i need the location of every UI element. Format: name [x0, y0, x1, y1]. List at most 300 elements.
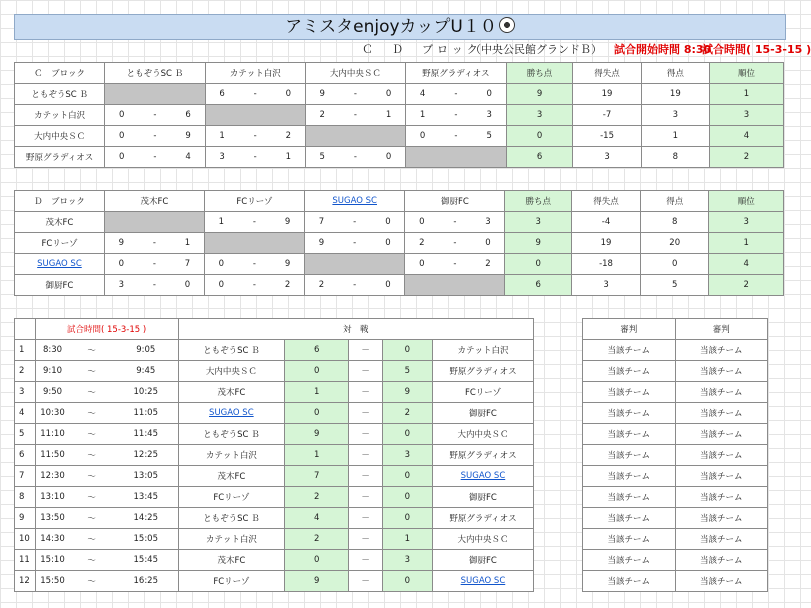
referee-cell: 当該チーム: [583, 424, 676, 445]
table-row: [15, 340, 534, 361]
score-dash: -: [138, 254, 171, 275]
c_block-team-name: ともぞうSC Ｂ: [15, 84, 105, 105]
c_block-header-cell: 得失点: [573, 63, 641, 84]
home-score: 6: [285, 340, 349, 361]
table-row: [583, 529, 768, 550]
d_block-team-name: SUGAO SC: [15, 254, 105, 275]
d-block-table: [14, 190, 784, 296]
home-score: 1: [285, 382, 349, 403]
table-row: [583, 466, 768, 487]
match-number: 9: [15, 508, 36, 529]
match-number: 2: [15, 361, 36, 382]
home-team: ともぞうSC Ｂ: [178, 340, 285, 361]
home-team: 茂木FC: [178, 466, 285, 487]
score-dash: -: [239, 84, 272, 105]
c_block-rank-cell: 2: [709, 147, 783, 168]
score-cell: 3: [471, 212, 504, 233]
referee-cell: 当該チーム: [675, 550, 768, 571]
d_block-header-cell: 得点: [640, 191, 709, 212]
score-cell: 4: [172, 147, 205, 168]
c_block-pts-cell: 9: [506, 84, 573, 105]
end-time: 13:45: [114, 487, 178, 508]
score-cell: 1: [205, 126, 238, 147]
score-dash: -: [439, 105, 473, 126]
home-team: FCリーゾ: [178, 487, 285, 508]
score-cell: 1: [372, 105, 405, 126]
score-cell: 0: [204, 275, 237, 296]
start-time: 8:30: [35, 340, 69, 361]
referee-header: 審判: [583, 319, 676, 340]
away-score: 3: [382, 445, 432, 466]
match-number: 12: [15, 571, 36, 592]
referee-cell: 当該チーム: [675, 487, 768, 508]
score-dash: －: [349, 529, 382, 550]
d_block-rank-cell: 3: [709, 212, 784, 233]
score-dash: -: [138, 233, 171, 254]
score-cell: 0: [171, 275, 204, 296]
referee-cell: 当該チーム: [675, 571, 768, 592]
score-dash: －: [349, 340, 382, 361]
score-cell: 0: [471, 233, 504, 254]
match-number: 4: [15, 403, 36, 424]
self-match-cell: [204, 233, 304, 254]
home-score: 2: [285, 487, 349, 508]
score-cell: 2: [305, 105, 338, 126]
d_block-header-cell: 勝ち点: [505, 191, 572, 212]
d_block-header-cell: Ｄ ブロック: [15, 191, 105, 212]
referee-cell: 当該チーム: [583, 445, 676, 466]
home-score: 1: [285, 445, 349, 466]
away-score: 0: [382, 466, 432, 487]
score-dash: -: [338, 212, 371, 233]
c_block-team-name: 野原グラディオス: [15, 147, 105, 168]
self-match-cell: [105, 84, 205, 105]
score-dash: -: [338, 233, 371, 254]
end-time: 16:25: [114, 571, 178, 592]
tilde: ～: [69, 508, 114, 529]
self-match-cell: [406, 147, 507, 168]
score-dash: －: [349, 424, 382, 445]
c_block-diff-cell: 19: [573, 84, 641, 105]
score-dash: -: [439, 84, 473, 105]
away-score: 0: [382, 571, 432, 592]
score-cell: 0: [104, 254, 137, 275]
home-team: 大内中央ＳＣ: [178, 361, 285, 382]
d_block-pts-cell: 3: [505, 212, 572, 233]
match-number: 8: [15, 487, 36, 508]
score-cell: 7: [171, 254, 204, 275]
tilde: ～: [69, 529, 114, 550]
away-team: 御厨FC: [432, 403, 533, 424]
score-cell: 0: [473, 84, 507, 105]
score-cell: 2: [304, 275, 337, 296]
c_block-header-cell: 順位: [709, 63, 783, 84]
score-cell: 3: [205, 147, 238, 168]
c_block-header-cell: 大内中央ＳＣ: [305, 63, 405, 84]
away-score: 1: [382, 529, 432, 550]
home-score: 0: [285, 361, 349, 382]
start-time: 11:50: [35, 445, 69, 466]
end-time: 15:45: [114, 550, 178, 571]
self-match-cell: [304, 254, 404, 275]
score-cell: 5: [473, 126, 507, 147]
d_block-header-cell: 得失点: [572, 191, 641, 212]
c_block-team-name: カテット白沢: [15, 105, 105, 126]
end-time: 13:05: [114, 466, 178, 487]
c_block-pts-cell: 3: [506, 105, 573, 126]
table-row: [15, 424, 534, 445]
d_block-header-cell: SUGAO SC: [304, 191, 404, 212]
table-row: [15, 571, 534, 592]
c_block-rank-cell: 1: [709, 84, 783, 105]
table-row: [15, 212, 784, 233]
referee-cell: 当該チーム: [583, 403, 676, 424]
d_block-gf-cell: 0: [640, 254, 709, 275]
self-match-cell: [205, 105, 305, 126]
start-time: 13:10: [35, 487, 69, 508]
referee-table: [582, 318, 768, 592]
tilde: ～: [69, 466, 114, 487]
c_block-header-cell: 得点: [641, 63, 709, 84]
score-cell: 0: [405, 254, 438, 275]
subtitle: [14, 41, 811, 57]
away-team: カテット白沢: [432, 340, 533, 361]
d_block-diff-cell: -18: [572, 254, 641, 275]
score-dash: -: [339, 84, 372, 105]
tilde: ～: [69, 550, 114, 571]
score-dash: －: [349, 445, 382, 466]
home-score: 9: [285, 424, 349, 445]
c_block-gf-cell: 1: [641, 126, 709, 147]
venue-label: （中央公民館グランドＢ）: [470, 43, 602, 56]
score-cell: 6: [172, 105, 205, 126]
away-team: 大内中央ＳＣ: [432, 424, 533, 445]
home-team: SUGAO SC: [178, 403, 285, 424]
score-cell: 7: [304, 212, 337, 233]
start-time: 9:10: [35, 361, 69, 382]
referee-cell: 当該チーム: [583, 361, 676, 382]
referee-header-row: [583, 319, 768, 340]
end-time: 12:25: [114, 445, 178, 466]
schedule-table: [14, 318, 534, 592]
table-row: [15, 382, 534, 403]
referee-header: 審判: [675, 319, 768, 340]
c_block-pts-cell: 6: [506, 147, 573, 168]
referee-cell: 当該チーム: [583, 508, 676, 529]
score-cell: 2: [471, 254, 504, 275]
score-cell: 0: [105, 147, 138, 168]
self-match-cell: [405, 275, 505, 296]
referee-cell: 当該チーム: [675, 424, 768, 445]
referee-cell: 当該チーム: [583, 340, 676, 361]
d_block-gf-cell: 8: [640, 212, 709, 233]
match-number: 5: [15, 424, 36, 445]
table-row: [583, 487, 768, 508]
score-cell: 3: [473, 105, 507, 126]
away-team: 御厨FC: [432, 487, 533, 508]
score-cell: 0: [372, 147, 405, 168]
d_block-gf-cell: 20: [640, 233, 709, 254]
start-time: 10:30: [35, 403, 69, 424]
score-dash: -: [138, 126, 171, 147]
score-dash: －: [349, 550, 382, 571]
d_block-header-cell: 順位: [709, 191, 784, 212]
d_block-team-name: 茂木FC: [15, 212, 105, 233]
referee-cell: 当該チーム: [675, 466, 768, 487]
score-cell: 1: [171, 233, 204, 254]
home-team: FCリーゾ: [178, 571, 285, 592]
c_block-diff-cell: -15: [573, 126, 641, 147]
referee-cell: 当該チーム: [675, 340, 768, 361]
score-cell: 9: [304, 233, 337, 254]
match-number: 11: [15, 550, 36, 571]
table-row: [15, 466, 534, 487]
home-team: 茂木FC: [178, 550, 285, 571]
home-score: 2: [285, 529, 349, 550]
score-cell: 0: [371, 233, 404, 254]
score-dash: -: [439, 126, 473, 147]
referee-cell: 当該チーム: [675, 403, 768, 424]
away-score: 5: [382, 361, 432, 382]
table-row: [15, 445, 534, 466]
c_block-gf-cell: 8: [641, 147, 709, 168]
self-match-cell: [305, 126, 405, 147]
away-team: 大内中央ＳＣ: [432, 529, 533, 550]
tilde: ～: [69, 382, 114, 403]
end-time: 10:25: [114, 382, 178, 403]
tilde: ～: [69, 445, 114, 466]
referee-cell: 当該チーム: [675, 445, 768, 466]
referee-cell: 当該チーム: [583, 487, 676, 508]
score-cell: 9: [104, 233, 137, 254]
c_block-header-row: [15, 63, 784, 84]
start-time: 14:30: [35, 529, 69, 550]
score-dash: -: [138, 105, 171, 126]
start-time: 13:50: [35, 508, 69, 529]
tilde: ～: [69, 361, 114, 382]
score-dash: -: [339, 105, 372, 126]
score-cell: 6: [205, 84, 238, 105]
soccer-ball-icon: [499, 17, 515, 33]
score-dash: －: [349, 403, 382, 424]
score-dash: -: [239, 126, 272, 147]
score-dash: －: [349, 508, 382, 529]
score-dash: -: [138, 147, 171, 168]
c_block-diff-cell: 3: [573, 147, 641, 168]
c_block-header-cell: ともぞうSC Ｂ: [105, 63, 205, 84]
referee-cell: 当該チーム: [675, 361, 768, 382]
referee-cell: 当該チーム: [675, 508, 768, 529]
start-time: 9:50: [35, 382, 69, 403]
score-cell: 9: [271, 212, 304, 233]
c_block-rank-cell: 4: [709, 126, 783, 147]
referee-cell: 当該チーム: [675, 529, 768, 550]
end-time: 15:05: [114, 529, 178, 550]
away-score: 3: [382, 550, 432, 571]
away-score: 9: [382, 382, 432, 403]
away-team: FCリーゾ: [432, 382, 533, 403]
d_block-team-name: FCリーゾ: [15, 233, 105, 254]
table-row: [15, 403, 534, 424]
table-row: [583, 340, 768, 361]
schedule-header-row: [15, 319, 534, 340]
away-score: 0: [382, 508, 432, 529]
d_block-team-name: 御厨FC: [15, 275, 105, 296]
self-match-cell: [104, 212, 204, 233]
score-dash: -: [438, 212, 471, 233]
referee-cell: 当該チーム: [583, 382, 676, 403]
away-score: 2: [382, 403, 432, 424]
score-cell: 1: [204, 212, 237, 233]
referee-cell: 当該チーム: [583, 571, 676, 592]
match-number: 7: [15, 466, 36, 487]
home-team: カテット白沢: [178, 445, 285, 466]
score-cell: 2: [405, 233, 438, 254]
score-cell: 3: [104, 275, 137, 296]
d_block-pts-cell: 6: [505, 275, 572, 296]
end-time: 11:05: [114, 403, 178, 424]
d_block-rank-cell: 1: [709, 233, 784, 254]
score-cell: 9: [172, 126, 205, 147]
tilde: ～: [69, 571, 114, 592]
score-cell: 0: [371, 275, 404, 296]
score-cell: 9: [271, 254, 304, 275]
c_block-team-name: 大内中央ＳＣ: [15, 126, 105, 147]
away-team: 野原グラディオス: [432, 361, 533, 382]
table-row: [583, 403, 768, 424]
table-row: [15, 147, 784, 168]
away-team: 野原グラディオス: [432, 508, 533, 529]
tilde: ～: [69, 403, 114, 424]
away-team: 野原グラディオス: [432, 445, 533, 466]
table-row: [583, 445, 768, 466]
start-time: 15:10: [35, 550, 69, 571]
away-score: 0: [382, 340, 432, 361]
referee-cell: 当該チーム: [583, 466, 676, 487]
score-dash: -: [239, 147, 272, 168]
score-dash: -: [338, 275, 371, 296]
home-score: 9: [285, 571, 349, 592]
d_block-diff-cell: 19: [572, 233, 641, 254]
page-title: アミスタenjoyカップU１０: [14, 14, 786, 40]
score-dash: －: [349, 361, 382, 382]
away-score: 0: [382, 424, 432, 445]
table-row: [15, 508, 534, 529]
d_block-diff-cell: -4: [572, 212, 641, 233]
score-cell: 0: [371, 212, 404, 233]
start-time: 11:10: [35, 424, 69, 445]
table-row: [15, 105, 784, 126]
table-row: [15, 84, 784, 105]
table-row: [583, 571, 768, 592]
block-label: Ｃ Ｄ ブロック: [362, 43, 482, 56]
score-dash: -: [138, 275, 171, 296]
home-score: 0: [285, 550, 349, 571]
tilde: ～: [69, 424, 114, 445]
tilde: ～: [69, 340, 114, 361]
score-dash: －: [349, 466, 382, 487]
score-cell: 1: [406, 105, 440, 126]
table-row: [15, 487, 534, 508]
table-row: [583, 382, 768, 403]
start-time: 12:30: [35, 466, 69, 487]
time-header: 試合時間( 15-3-15 ): [35, 319, 178, 340]
match-number: 1: [15, 340, 36, 361]
match-number: 10: [15, 529, 36, 550]
d_block-diff-cell: 3: [572, 275, 641, 296]
d_block-header-cell: 御厨FC: [405, 191, 505, 212]
away-team: 御厨FC: [432, 550, 533, 571]
end-time: 9:45: [114, 361, 178, 382]
table-row: [583, 361, 768, 382]
score-cell: 9: [305, 84, 338, 105]
d_block-header-cell: 茂木FC: [104, 191, 204, 212]
away-team: SUGAO SC: [432, 466, 533, 487]
start-time-label: 試合開始時間 8:30: [614, 43, 712, 56]
c_block-pts-cell: 0: [506, 126, 573, 147]
referee-cell: 当該チーム: [583, 529, 676, 550]
home-team: ともぞうSC Ｂ: [178, 508, 285, 529]
table-row: [583, 508, 768, 529]
c_block-gf-cell: 19: [641, 84, 709, 105]
d_block-header-row: [15, 191, 784, 212]
duration-label: 試合時間( 15-3-15 ): [702, 43, 811, 56]
c_block-rank-cell: 3: [709, 105, 783, 126]
score-dash: -: [238, 254, 271, 275]
c_block-diff-cell: -7: [573, 105, 641, 126]
table-row: [15, 550, 534, 571]
c_block-header-cell: 野原グラディオス: [406, 63, 507, 84]
match-number: 6: [15, 445, 36, 466]
score-cell: 0: [405, 212, 438, 233]
score-cell: 0: [105, 105, 138, 126]
end-time: 14:25: [114, 508, 178, 529]
score-dash: -: [339, 147, 372, 168]
table-row: [583, 424, 768, 445]
c_block-header-cell: Ｃ ブロック: [15, 63, 105, 84]
score-cell: 4: [406, 84, 440, 105]
tilde: ～: [69, 487, 114, 508]
table-row: [583, 550, 768, 571]
score-cell: 2: [272, 126, 305, 147]
score-dash: -: [238, 212, 271, 233]
score-cell: 2: [271, 275, 304, 296]
d_block-header-cell: FCリーゾ: [204, 191, 304, 212]
end-time: 9:05: [114, 340, 178, 361]
table-row: [15, 233, 784, 254]
d_block-gf-cell: 5: [640, 275, 709, 296]
table-row: [15, 126, 784, 147]
match-number: 3: [15, 382, 36, 403]
score-dash: －: [349, 571, 382, 592]
home-score: 7: [285, 466, 349, 487]
header-blank: [15, 319, 36, 340]
score-dash: -: [238, 275, 271, 296]
score-cell: 0: [204, 254, 237, 275]
score-cell: 0: [105, 126, 138, 147]
score-dash: -: [438, 254, 471, 275]
c-block-table: [14, 62, 784, 168]
home-team: 茂木FC: [178, 382, 285, 403]
d_block-pts-cell: 9: [505, 233, 572, 254]
c_block-header-cell: 勝ち点: [506, 63, 573, 84]
referee-cell: 当該チーム: [675, 382, 768, 403]
score-cell: 0: [272, 84, 305, 105]
home-score: 4: [285, 508, 349, 529]
home-score: 0: [285, 403, 349, 424]
start-time: 15:50: [35, 571, 69, 592]
match-header: 対 戦: [178, 319, 533, 340]
